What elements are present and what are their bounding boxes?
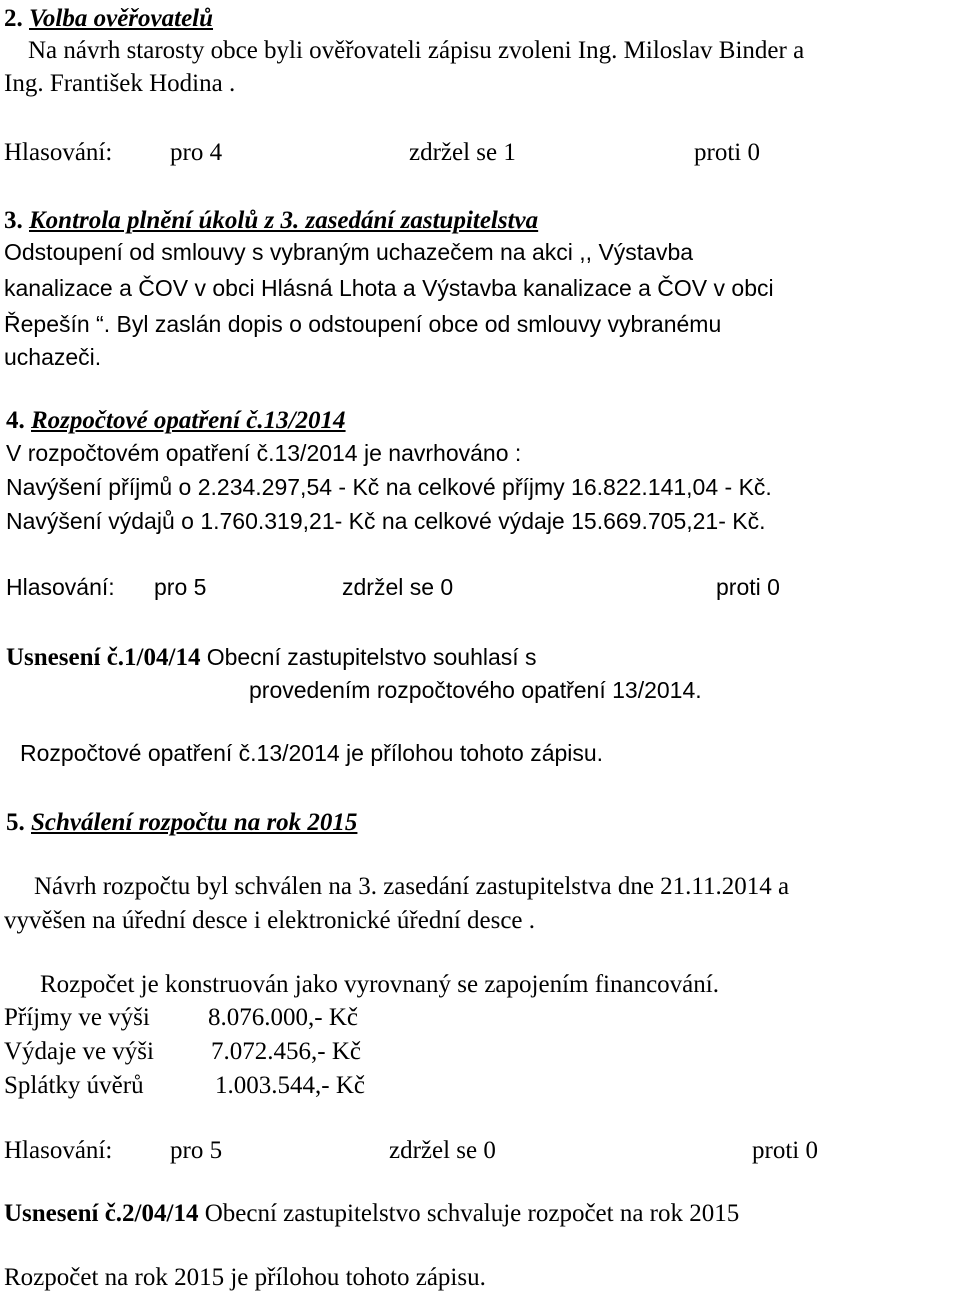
budget-value: 7.072.456,- Kč bbox=[211, 1038, 361, 1065]
section-5-resolution bbox=[4, 1201, 739, 1226]
vote-proti: proti 0 bbox=[694, 139, 760, 166]
resolution-text: Obecní zastupitelstvo schvaluje rozpočet na rok 2015 bbox=[204, 1200, 740, 1227]
section-4-text-line-2: Navýšení příjmů o 2.234.297,54 - Kč na celkové příjmy 16.822.141,04 - Kč. bbox=[6, 474, 772, 500]
section-4-text-line-1: V rozpočtovém opatření č.13/2014 je navrhováno : bbox=[6, 440, 522, 466]
section-4-number: 4. bbox=[6, 407, 25, 434]
section-2-number: 2. bbox=[4, 5, 23, 32]
section-3-text-line-4: uchazeči. bbox=[4, 344, 102, 370]
vote-zdrzel: zdržel se 0 bbox=[389, 1137, 496, 1164]
vote-zdrzel: zdržel se 1 bbox=[409, 139, 516, 166]
budget-label: Příjmy ve výši bbox=[4, 1004, 150, 1031]
section-5-attachment: Rozpočet na rok 2015 je přílohou tohoto zápisu. bbox=[4, 1264, 486, 1291]
vote-pro: pro 5 bbox=[154, 574, 207, 600]
section-2-vote bbox=[4, 140, 954, 166]
budget-row bbox=[4, 1005, 504, 1031]
section-3-text-line-3a: Řepešín “. bbox=[4, 311, 111, 337]
section-5-vote bbox=[4, 1138, 954, 1164]
budget-label: Výdaje ve výši bbox=[4, 1038, 154, 1065]
section-3-text-line-3b: Byl zaslán dopis o odstoupení obce od smlouvy vybranému bbox=[116, 311, 722, 337]
section-3-text-line-1: Odstoupení od smlouvy s vybraným uchazečem na akci ,, Výstavba bbox=[4, 239, 694, 265]
vote-label: Hlasování: bbox=[4, 1137, 113, 1164]
resolution-text-1: Obecní zastupitelstvo souhlasí s bbox=[206, 644, 537, 670]
vote-proti: proti 0 bbox=[716, 574, 780, 600]
vote-pro: pro 5 bbox=[170, 1137, 223, 1164]
vote-proti: proti 0 bbox=[752, 1137, 818, 1164]
section-5-heading bbox=[6, 810, 357, 835]
section-3-text-line-3 bbox=[4, 313, 721, 336]
vote-label: Hlasování: bbox=[4, 139, 113, 166]
section-5-number: 5. bbox=[6, 809, 25, 836]
section-5-text-line-2: vyvěšen na úřední desce i elektronické úřední desce . bbox=[4, 907, 536, 934]
resolution-label: Usnesení č.2/04/14 bbox=[4, 1200, 199, 1227]
section-4-heading bbox=[6, 408, 346, 433]
vote-pro: pro 4 bbox=[170, 139, 223, 166]
budget-row bbox=[4, 1039, 504, 1065]
vote-label: Hlasování: bbox=[6, 574, 115, 600]
section-3-number: 3. bbox=[4, 207, 23, 234]
budget-row bbox=[4, 1073, 504, 1099]
section-5-text-line-1: Návrh rozpočtu byl schválen na 3. zasedání zastupitelstva dne 21.11.2014 a bbox=[34, 873, 790, 900]
section-4-resolution bbox=[6, 645, 537, 670]
section-4-vote bbox=[6, 576, 956, 602]
resolution-label: Usnesení č.1/04/14 bbox=[6, 644, 201, 671]
resolution-text-2: provedením rozpočtového opatření 13/2014. bbox=[249, 677, 702, 703]
section-4-attachment: Rozpočtové opatření č.13/2014 je přílohou tohoto zápisu. bbox=[20, 740, 604, 766]
section-3-heading bbox=[4, 208, 538, 233]
section-2-text-line-1: Na návrh starosty obce byli ověřovateli zápisu zvoleni Ing. Miloslav Binder a bbox=[28, 37, 805, 64]
section-4-title: Rozpočtové opatření č.13/2014 bbox=[31, 407, 346, 434]
section-2-heading bbox=[4, 6, 213, 31]
section-3-title: Kontrola plnění úkolů z 3. zasedání zastupitelstva bbox=[29, 207, 539, 234]
vote-zdrzel: zdržel se 0 bbox=[342, 574, 454, 600]
budget-value: 8.076.000,- Kč bbox=[208, 1004, 358, 1031]
section-3-text-line-2: kanalizace a ČOV v obci Hlásná Lhota a Výstavba kanalizace a ČOV v obci bbox=[4, 275, 774, 301]
budget-value: 1.003.544,- Kč bbox=[215, 1072, 365, 1099]
section-2-title: Volba ověřovatelů bbox=[29, 5, 214, 32]
section-2-text-line-2: Ing. František Hodina . bbox=[4, 70, 236, 97]
section-4-text-line-3: Navýšení výdajů o 1.760.319,21- Kč na celkové výdaje 15.669.705,21- Kč. bbox=[6, 508, 766, 534]
section-5-title: Schválení rozpočtu na rok 2015 bbox=[31, 809, 358, 836]
section-5-text-line-3: Rozpočet je konstruován jako vyrovnaný se zapojením financování. bbox=[40, 971, 719, 998]
budget-label: Splátky úvěrů bbox=[4, 1072, 144, 1099]
